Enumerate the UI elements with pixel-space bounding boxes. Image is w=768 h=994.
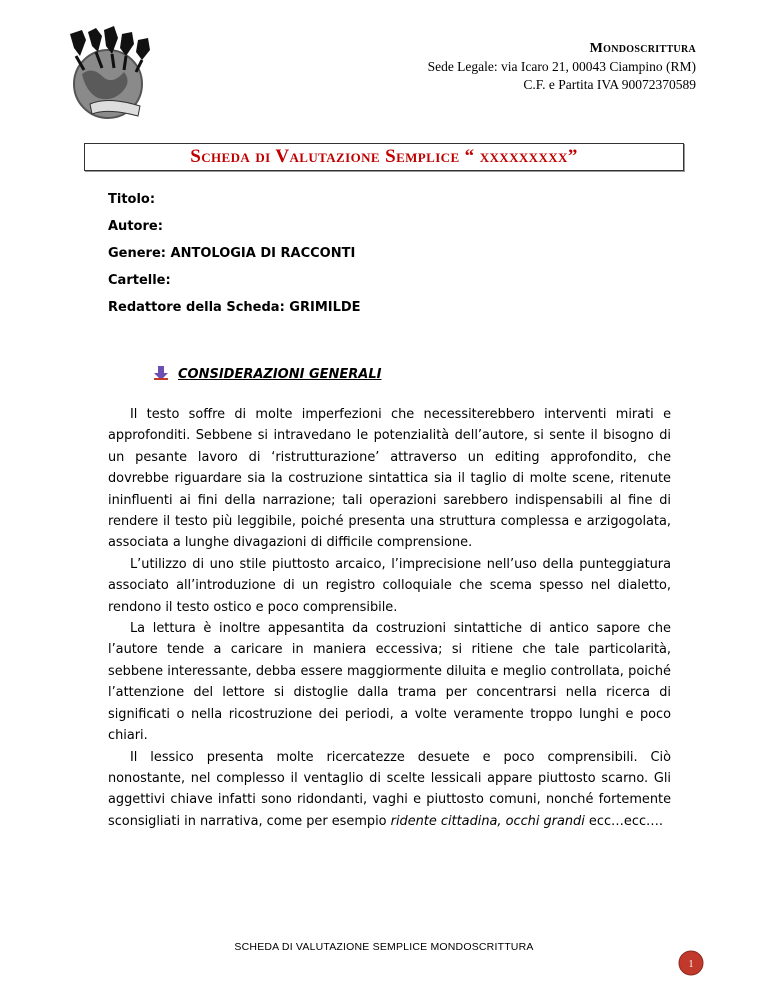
body-text <box>108 404 671 832</box>
document-fields <box>108 192 361 327</box>
section-heading <box>154 365 381 384</box>
page-number-badge <box>677 949 705 977</box>
paragraph <box>108 747 671 833</box>
page-footer: SCHEDA DI VALUTAZIONE SEMPLICE MONDOSCRITTURA <box>234 941 534 953</box>
field-editor: Redattore della Scheda: GRIMILDE <box>108 300 361 315</box>
paragraph-text-end: ecc…ecc…. <box>584 813 664 829</box>
field-genre: Genere: ANTOLOGIA DI RACCONTI <box>108 246 356 261</box>
field-pages: Cartelle: <box>108 273 171 288</box>
field-author: Autore: <box>108 219 163 234</box>
paragraph: La lettura è inoltre appesantita da costruzioni sintattiche di antico sapore che l’autore tende a caricare in maniera eccessiva; si ritiene che tale particolarità, sebbene interessante, debba essere maggiormente diluita e meglio controllata, poiché l’attenzione del lettore si distoglie dalla trama per concentrarsi nella ricerca di significati o nella ricostruzione dei periodi, a volte veramente troppo lunghi e poco chiari. <box>108 621 671 744</box>
company-name: Mondoscrittura <box>589 41 696 56</box>
example-phrases: ridente cittadina, occhi grandi <box>390 813 585 829</box>
paragraph-text: Il lessico presenta molte ricercatezze desuete e poco comprensibili. Ciò nonostante, nel complesso il ventaglio di scelte lessicali appare piuttosto scarno. Gli aggettivi chiave infatti sono ridondanti, vaghi e piuttosto comuni, nonché fortemente sconsigliati in narrativa, come per esempio <box>108 749 671 829</box>
paragraph: Il testo soffre di molte imperfezioni che necessiterebbero interventi mirati e approfonditi. Sebbene si intravedano le potenzialità dell’autore, si sente il bisogno di un pesante lavoro di ‘ristrutturazione’ attraverso un editing approfondito, che dovrebbe riguardare sia la costruzione sintattica sia il taglio di molte scene, ritenute ininfluenti ai fini della narrazione; tali operazioni sarebbero indispensabili al fine di rendere il testo più leggibile, poiché presenta una struttura complessa e arzigogolata, associata a lunghe divagazioni di difficile comprensione. <box>108 407 671 551</box>
document-title: Scheda di Valutazione Semplice “ xxxxxxxxx” <box>190 146 578 167</box>
field-title: Titolo: <box>108 192 156 207</box>
arrow-bullet-icon <box>154 365 168 384</box>
company-info <box>428 40 696 94</box>
section-title: CONSIDERAZIONI GENERALI <box>178 367 382 382</box>
mondoscrittura-logo-icon <box>62 26 158 126</box>
document-title-box <box>84 143 684 171</box>
paragraph: L’utilizzo di uno stile piuttosto arcaico, l’imprecisione nell’uso della punteggiatura associato all’introduzione di un registro colloquiale che scema spesso nel dialetto, rendono il testo ostico e poco comprensibile. <box>108 556 671 615</box>
page-number: 1 <box>688 959 694 970</box>
company-address: Sede Legale: via Icaro 21, 00043 Ciampino (RM) <box>427 59 696 74</box>
company-tax-id: C.F. e Partita IVA 90072370589 <box>523 77 696 92</box>
